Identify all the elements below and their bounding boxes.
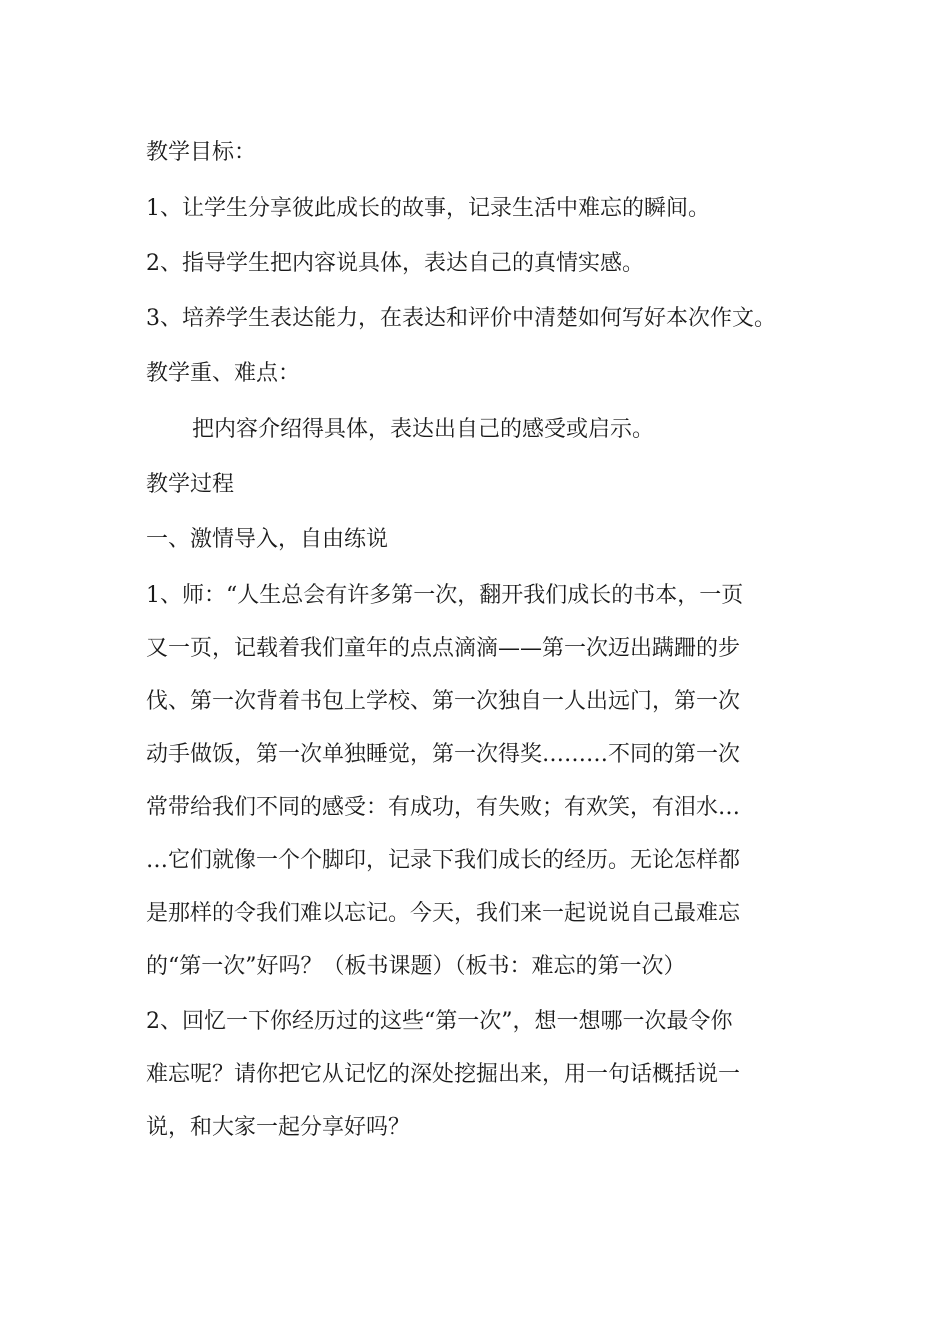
paragraph-1-line: 动手做饭，第一次单独睡觉，第一次得奖………不同的第一次 (146, 742, 741, 767)
goal-item-1: 1、让学生分享彼此成长的故事，记录生活中难忘的瞬间。 (146, 196, 710, 221)
paragraph-1-line: …它们就像一个个脚印，记录下我们成长的经历。无论怎样都 (146, 848, 741, 873)
paragraph-1-line: 是那样的令我们难以忘记。今天，我们来一起说说自己最难忘 (146, 901, 741, 926)
paragraph-1-line: 的“第一次”好吗？（板书课题）（板书：难忘的第一次） (146, 954, 686, 979)
goal-item-2: 2、指导学生把内容说具体，表达自己的真情实感。 (146, 251, 644, 276)
paragraph-2-line: 难忘呢？请你把它从记忆的深处挖掘出来，用一句话概括说一 (146, 1062, 741, 1087)
heading-key-points: 教学重、难点： (146, 361, 301, 386)
goal-item-3: 3、培养学生表达能力，在表达和评价中清楚如何写好本次作文。 (146, 306, 776, 331)
paragraph-2-line: 2、回忆一下你经历过的这些“第一次”，想一想哪一次最令你 (146, 1009, 733, 1034)
paragraph-1-line: 伐、第一次背着书包上学校、第一次独自一人出远门，第一次 (146, 689, 741, 714)
heading-teaching-process: 教学过程 (146, 472, 235, 497)
paragraph-2-line: 说，和大家一起分享好吗？ (146, 1115, 411, 1140)
heading-teaching-goals: 教学目标： (146, 140, 257, 165)
paragraph-1-line: 常带给我们不同的感受：有成功，有失败；有欢笑，有泪水… (146, 795, 741, 820)
section-heading-one: 一、激情导入，自由练说 (146, 527, 389, 552)
paragraph-1-line: 又一页，记载着我们童年的点点滴滴——第一次迈出蹒跚的步 (146, 636, 741, 661)
key-points-text: 把内容介绍得具体，表达出自己的感受或启示。 (192, 417, 655, 442)
paragraph-1-line: 1、师：“人生总会有许多第一次，翻开我们成长的书本，一页 (146, 583, 744, 608)
